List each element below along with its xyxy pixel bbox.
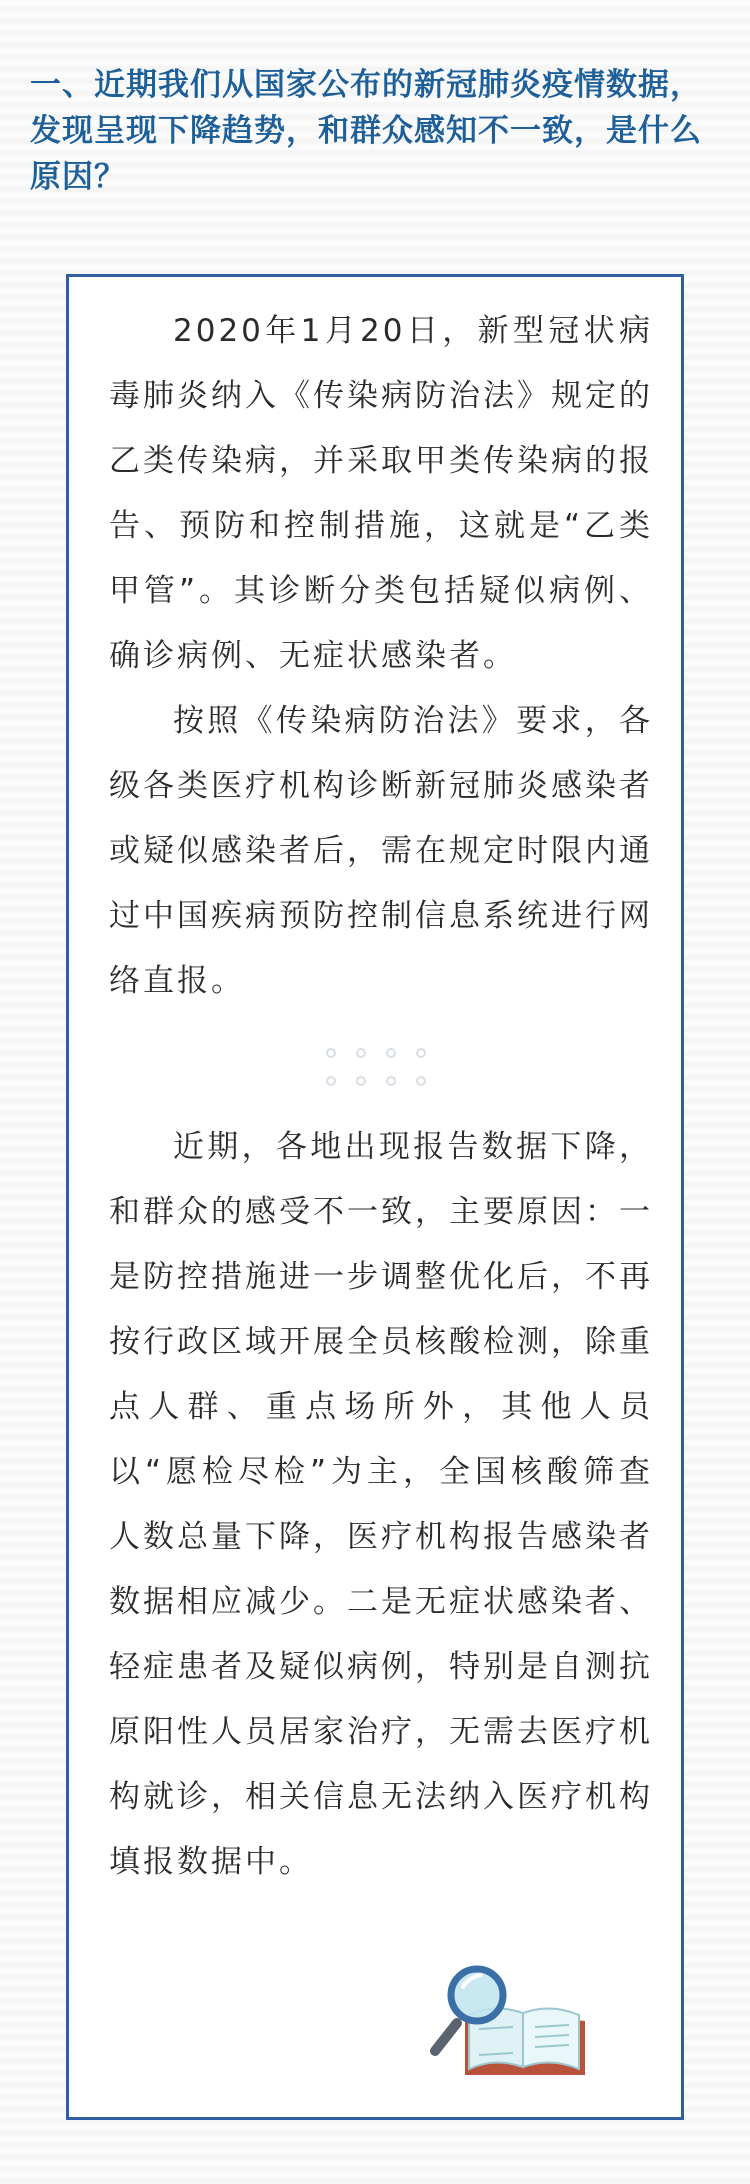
- content-card: [66, 274, 684, 2120]
- divider-dot: [416, 1048, 426, 1058]
- section-heading: 一、近期我们从国家公布的新冠肺炎疫情数据，发现呈现下降趋势，和群众感知不一致，是什么原因？: [30, 67, 702, 195]
- magnifier-book-icon: [425, 1959, 595, 2079]
- divider-dot: [326, 1048, 336, 1058]
- divider-dot: [326, 1076, 336, 1086]
- divider-dot: [416, 1076, 426, 1086]
- divider-dot: [386, 1048, 396, 1058]
- paragraph-reasons: 近期，各地出现报告数据下降，和群众的感受不一致，主要原因：一是防控措施进一步调整优化后，不再按行政区域开展全员核酸检测，除重点人群、重点场所外，其他人员以“愿检尽检”为主，全国核酸筛查人数总量下降，医疗机构报告感染者数据相应减少。二是无症状感染者、轻症患者及疑似病例，特别是自测抗原阳性人员居家治疗，无需去医疗机构就诊，相关信息无法纳入医疗机构填报数据中。: [109, 1129, 653, 1880]
- paragraph-reporting-requirement: 按照《传染病防治法》要求，各级各类医疗机构诊断新冠肺炎感染者或疑似感染者后，需在规定时限内通过中国疾病预防控制信息系统进行网络直报。: [109, 703, 653, 999]
- divider-dot: [386, 1076, 396, 1086]
- divider-dot: [356, 1048, 366, 1058]
- divider-dots: [324, 1044, 434, 1094]
- divider-dot: [356, 1076, 366, 1086]
- paragraph-classification: 2020年1月20日，新型冠状病毒肺炎纳入《传染病防治法》规定的乙类传染病，并采取甲类传染病的报告、预防和控制措施，这就是“乙类甲管”。其诊断分类包括疑似病例、确诊病例、无症状感染者。: [109, 313, 653, 674]
